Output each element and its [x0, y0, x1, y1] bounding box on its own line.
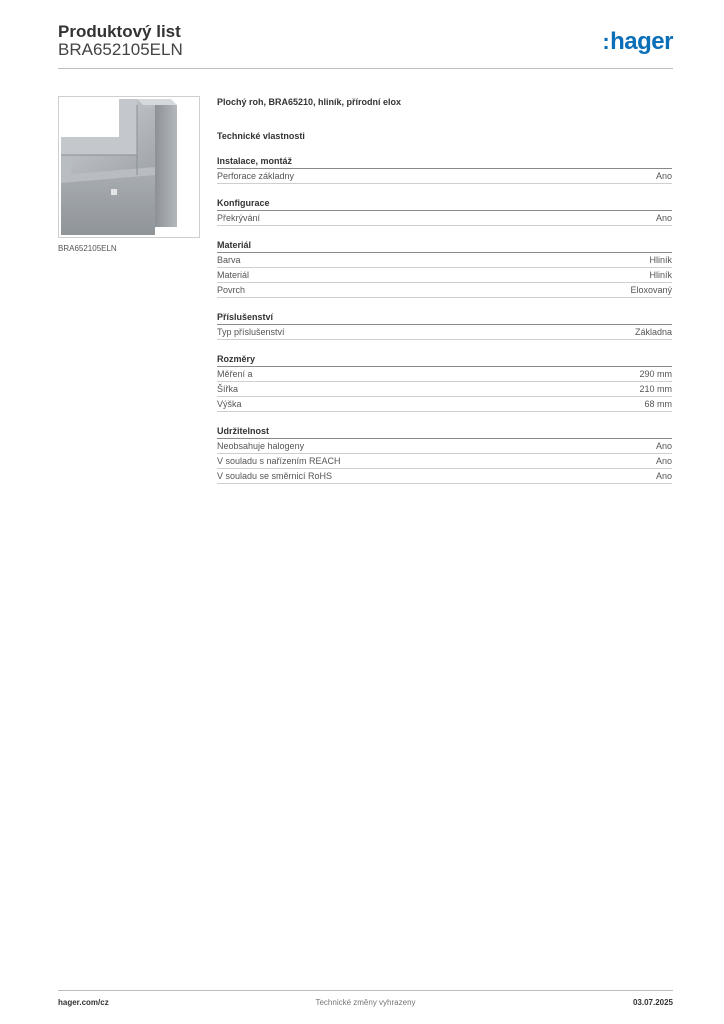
group-title: Udržitelnost — [217, 424, 672, 439]
logo-dot: : — [602, 29, 610, 54]
property-row — [217, 253, 672, 268]
group-title: Materiál — [217, 238, 672, 253]
property-row — [217, 169, 672, 184]
property-groups — [217, 154, 672, 484]
property-label: Měření a — [217, 369, 253, 379]
property-value: Ano — [655, 213, 672, 223]
property-value: 210 mm — [639, 384, 672, 394]
property-row — [217, 397, 672, 412]
product-description: Plochý roh, BRA65210, hliník, přírodní elox — [217, 97, 402, 107]
group-title: Instalace, montáž — [217, 154, 672, 169]
property-value: Hliník — [649, 255, 672, 265]
page-title: Produktový list — [58, 22, 181, 41]
page-footer — [58, 998, 673, 1010]
product-details — [217, 96, 672, 484]
header-divider — [58, 68, 673, 69]
property-label: Barva — [217, 255, 241, 265]
property-row — [217, 454, 672, 469]
footer-divider — [58, 990, 673, 991]
property-row — [217, 439, 672, 454]
property-value: Ano — [655, 456, 672, 466]
property-row — [217, 268, 672, 283]
page-header — [58, 22, 673, 68]
property-label: Výška — [217, 399, 242, 409]
property-row — [217, 469, 672, 484]
product-image — [58, 96, 200, 238]
technical-properties-heading: Technické vlastnosti — [217, 131, 305, 141]
property-value: Ano — [655, 171, 672, 181]
property-value: Základna — [634, 327, 672, 337]
property-value: Eloxovaný — [630, 285, 672, 295]
property-value: Ano — [655, 441, 672, 451]
property-label: Typ příslušenství — [217, 327, 285, 337]
property-row — [217, 283, 672, 298]
property-group — [217, 154, 672, 184]
property-group — [217, 424, 672, 484]
property-label: Neobsahuje halogeny — [217, 441, 305, 451]
property-value: Ano — [655, 471, 672, 481]
property-group — [217, 196, 672, 226]
property-label: V souladu s nařízením REACH — [217, 456, 341, 466]
property-label: Šířka — [217, 384, 239, 394]
image-caption: BRA652105ELN — [58, 244, 117, 253]
group-title: Rozměry — [217, 352, 672, 367]
group-title: Příslušenství — [217, 310, 672, 325]
property-group — [217, 310, 672, 340]
property-value: 290 mm — [639, 369, 672, 379]
property-row — [217, 367, 672, 382]
group-title: Konfigurace — [217, 196, 672, 211]
hager-logo — [602, 28, 673, 56]
logo-text: hager — [610, 28, 673, 55]
property-label: Povrch — [217, 285, 246, 295]
property-value: Hliník — [649, 270, 672, 280]
footer-date: 03.07.2025 — [632, 998, 673, 1007]
footer-website[interactable]: hager.com/cz — [58, 998, 109, 1007]
property-label: V souladu se směrnicí RoHS — [217, 471, 333, 481]
flat-corner-image — [59, 97, 199, 237]
property-group — [217, 238, 672, 298]
property-label: Perforace základny — [217, 171, 295, 181]
property-row — [217, 325, 672, 340]
property-row — [217, 382, 672, 397]
property-label: Překrývání — [217, 213, 261, 223]
product-code: BRA652105ELN — [58, 40, 183, 59]
property-label: Materiál — [217, 270, 250, 280]
footer-notice: Technické změny vyhrazeny — [315, 998, 416, 1007]
property-row — [217, 211, 672, 226]
property-group — [217, 352, 672, 412]
property-value: 68 mm — [644, 399, 672, 409]
